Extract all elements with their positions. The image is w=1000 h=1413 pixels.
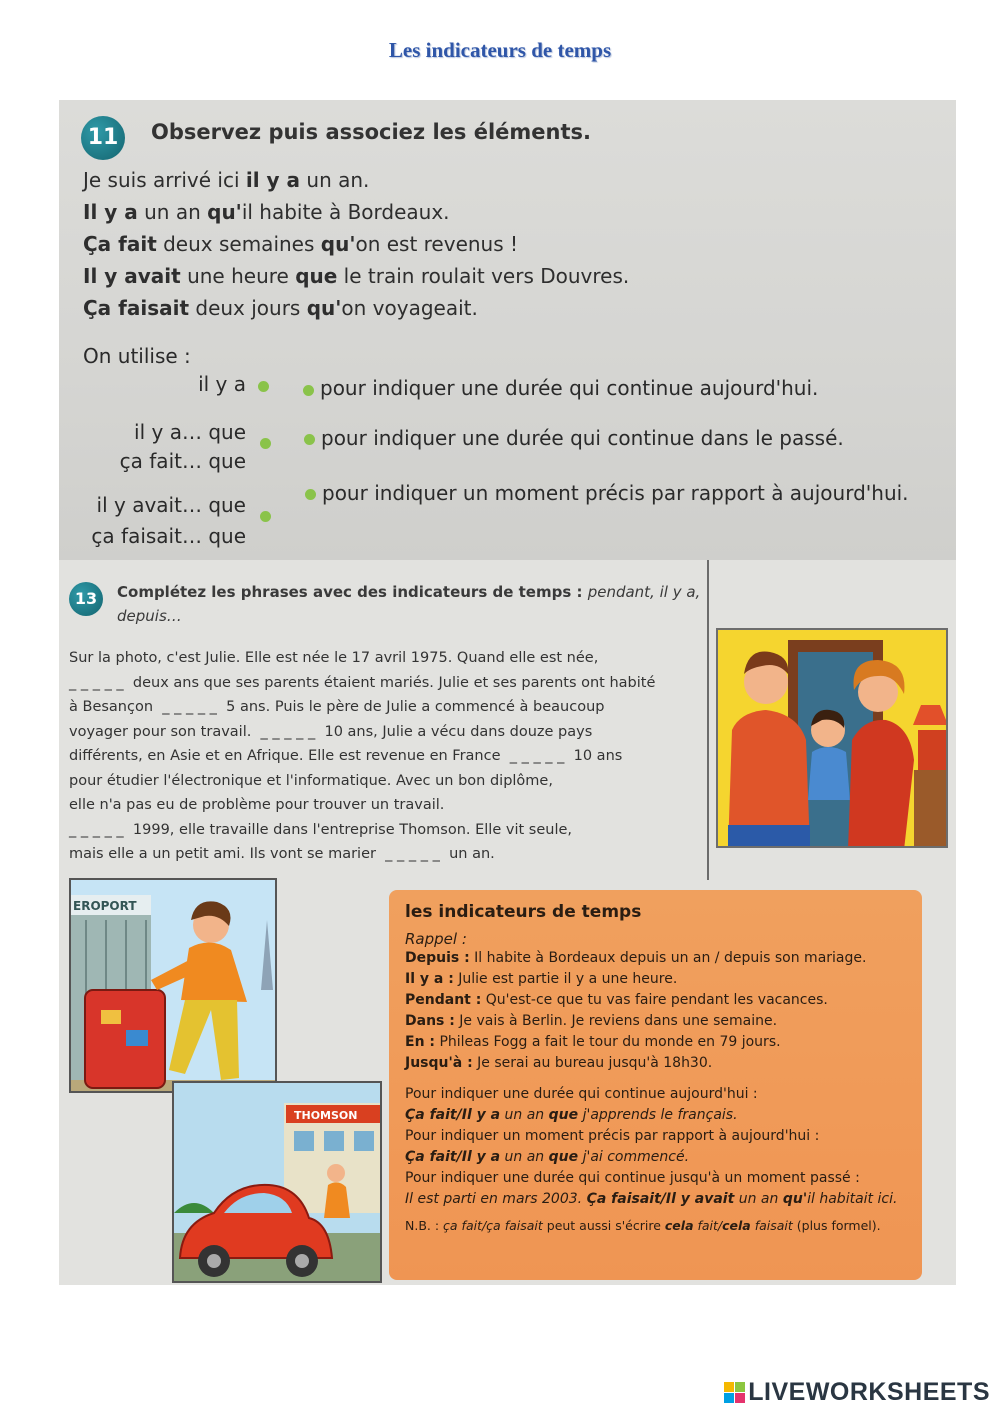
rappel-rule bbox=[405, 948, 906, 969]
rule-keyword: Pendant : bbox=[405, 992, 482, 1008]
exercise-number-badge: 13 bbox=[69, 582, 103, 616]
text-run: qu' bbox=[320, 232, 356, 256]
text-run: deux semaines bbox=[156, 232, 321, 256]
text-run: Il est parti en mars 2003. bbox=[405, 1191, 587, 1207]
column-divider bbox=[707, 560, 709, 880]
rappel-rules bbox=[405, 948, 906, 1074]
rule-keyword: Il y a : bbox=[405, 971, 454, 987]
text-run: Pour indiquer un moment précis par rapport à aujourd'hui : bbox=[405, 1128, 820, 1144]
text-run: une heure bbox=[180, 264, 296, 288]
exercise-11-panel bbox=[59, 100, 956, 560]
rappel-rule bbox=[405, 969, 906, 990]
rule-example: Il habite à Bordeaux depuis un an / depuis son mariage. bbox=[469, 950, 867, 966]
example-sentence bbox=[83, 296, 478, 320]
match-right-item: pour indiquer une durée qui continue aujourd'hui. bbox=[320, 376, 819, 400]
text-run: Pour indiquer une durée qui continue jusqu'à un moment passé : bbox=[405, 1170, 860, 1186]
text-run: N.B. : bbox=[405, 1218, 444, 1233]
paragraph-line: Sur la photo, c'est Julie. Elle est née le 17 avril 1975. Quand elle est née, bbox=[69, 650, 599, 666]
rappel-note bbox=[405, 1105, 906, 1126]
match-left-text: ça faisait… que bbox=[91, 524, 246, 548]
match-left-text: il y avait… que bbox=[96, 493, 246, 517]
rappel-title: les indicateurs de temps bbox=[405, 902, 642, 922]
text-run: Ça fait bbox=[83, 232, 157, 256]
example-sentence bbox=[83, 200, 450, 224]
text-run: ça fait/ça faisait bbox=[443, 1218, 543, 1233]
text-run: il habitait ici. bbox=[807, 1191, 898, 1207]
rappel-subtitle: Rappel : bbox=[405, 930, 467, 948]
paragraph-line: elle n'a pas eu de problème pour trouver un travail. bbox=[69, 797, 445, 813]
rappel-notes bbox=[405, 1084, 906, 1210]
match-left-dot[interactable] bbox=[260, 438, 271, 449]
text-run: Ça faisait bbox=[83, 296, 190, 320]
rule-example: Je vais à Berlin. Je reviens dans une semaine. bbox=[454, 1013, 778, 1029]
usage-label: On utilise : bbox=[83, 344, 191, 368]
airport-sign: EROPORT bbox=[73, 899, 137, 913]
text-run: faisait bbox=[750, 1218, 793, 1233]
rule-example: Julie est partie il y a une heure. bbox=[453, 971, 678, 987]
rappel-note bbox=[405, 1168, 906, 1189]
rule-keyword: En : bbox=[405, 1034, 436, 1050]
match-left-dot[interactable] bbox=[260, 511, 271, 522]
text-run: Pour indiquer une durée qui continue aujourd'hui : bbox=[405, 1086, 758, 1102]
rappel-rule bbox=[405, 1053, 906, 1074]
text-run: un an bbox=[137, 200, 208, 224]
text-run: on voyageait. bbox=[341, 296, 478, 320]
text-run: qu' bbox=[782, 1191, 808, 1207]
thomson-sign: THOMSON bbox=[294, 1109, 358, 1122]
example-sentence bbox=[83, 232, 518, 256]
example-sentence bbox=[83, 168, 369, 192]
text-run: peut aussi s'écrire bbox=[542, 1218, 665, 1233]
rule-keyword: Jusqu'à : bbox=[405, 1055, 473, 1071]
text-run: j'apprends le français. bbox=[578, 1107, 738, 1123]
text-run: que bbox=[295, 264, 338, 288]
rappel-rule bbox=[405, 1011, 906, 1032]
logo-text: LIVEWORKSHEETS bbox=[748, 1377, 990, 1406]
text-run: Ça fait/Il y a bbox=[405, 1149, 501, 1165]
exercise-heading: Observez puis associez les éléments. bbox=[151, 120, 591, 144]
car-illustration bbox=[172, 1081, 382, 1283]
rappel-box bbox=[389, 890, 922, 1280]
paragraph-line: différents, en Asie et en Afrique. Elle est revenue en France _ _ _ _ _ 10 ans bbox=[69, 748, 623, 764]
rappel-rule bbox=[405, 1032, 906, 1053]
match-left-dot[interactable] bbox=[258, 381, 269, 392]
text-run: cela bbox=[664, 1218, 694, 1233]
rappel-note bbox=[405, 1126, 906, 1147]
rappel-note bbox=[405, 1147, 906, 1168]
match-left-item bbox=[120, 418, 246, 476]
text-run: il y a bbox=[245, 168, 301, 192]
text-run: un an bbox=[500, 1149, 549, 1165]
text-run: j'ai commencé. bbox=[578, 1149, 690, 1165]
text-run: un an bbox=[500, 1107, 549, 1123]
text-run: que bbox=[548, 1107, 579, 1123]
text-run: cela bbox=[722, 1218, 751, 1233]
text-run: Ça faisait/Il y avait bbox=[586, 1191, 735, 1207]
instruction-words: pendant, il y a, depuis… bbox=[117, 583, 701, 625]
text-run: Il y a bbox=[83, 200, 138, 224]
rappel-note bbox=[405, 1189, 906, 1210]
match-right-dot[interactable] bbox=[304, 434, 315, 445]
paragraph-line: à Besançon _ _ _ _ _ 5 ans. Puis le père de Julie a commencé à beaucoup bbox=[69, 699, 605, 715]
rule-example: Phileas Fogg a fait le tour du monde en 79 jours. bbox=[435, 1034, 781, 1050]
text-run: un an bbox=[734, 1191, 783, 1207]
exercise-13-panel bbox=[59, 560, 956, 1285]
text-run: Ça fait/Il y a bbox=[405, 1107, 501, 1123]
example-sentence bbox=[83, 264, 629, 288]
match-right-item: pour indiquer une durée qui continue dans le passé. bbox=[321, 426, 844, 450]
text-run: qu' bbox=[306, 296, 342, 320]
match-right-dot[interactable] bbox=[303, 385, 314, 396]
match-left-item bbox=[91, 490, 246, 552]
match-left-text: il y a… que bbox=[134, 420, 246, 444]
text-run: on est revenus ! bbox=[355, 232, 519, 256]
text-run: que bbox=[548, 1149, 579, 1165]
match-left-text: il y a bbox=[198, 372, 246, 396]
text-run: un an. bbox=[300, 168, 370, 192]
instruction-text: Complétez les phrases avec des indicateurs de temps : bbox=[117, 583, 583, 601]
paragraph-line: _ _ _ _ _ deux ans que ses parents étaient mariés. Julie et ses parents ont habité bbox=[69, 674, 656, 691]
airport-illustration bbox=[69, 878, 277, 1093]
rule-example: Qu'est-ce que tu vas faire pendant les vacances. bbox=[481, 992, 828, 1008]
match-right-dot[interactable] bbox=[305, 489, 316, 500]
text-run: Je suis arrivé ici bbox=[83, 168, 246, 192]
paragraph-line: voyager pour son travail. _ _ _ _ _ 10 ans, Julie a vécu dans douze pays bbox=[69, 723, 593, 740]
rappel-rule bbox=[405, 990, 906, 1011]
liveworksheets-logo bbox=[724, 1377, 990, 1407]
match-left-text: ça fait… que bbox=[119, 449, 246, 473]
exercise-number-badge: 11 bbox=[81, 116, 125, 160]
match-left-item bbox=[198, 372, 246, 396]
exercise-instruction bbox=[117, 580, 717, 628]
text-run: (plus formel). bbox=[792, 1218, 881, 1233]
text-run: deux jours bbox=[189, 296, 307, 320]
rule-keyword: Dans : bbox=[405, 1013, 455, 1029]
rappel-note bbox=[405, 1084, 906, 1105]
text-run: il habite à Bordeaux. bbox=[241, 200, 450, 224]
paragraph-line: pour étudier l'électronique et l'informatique. Avec un bon diplôme, bbox=[69, 772, 553, 789]
match-right-item: pour indiquer un moment précis par rapport à aujourd'hui. bbox=[322, 481, 909, 505]
text-run: Il y avait bbox=[83, 264, 181, 288]
paragraph-line: mais elle a un petit ami. Ils vont se marier _ _ _ _ _ un an. bbox=[69, 846, 495, 862]
text-run: qu' bbox=[207, 200, 242, 224]
rule-example: Je serai au bureau jusqu'à 18h30. bbox=[472, 1055, 713, 1071]
family-illustration bbox=[716, 628, 948, 848]
logo-mark-icon bbox=[724, 1382, 745, 1403]
page-title: Les indicateurs de temps bbox=[388, 38, 612, 62]
rule-keyword: Depuis : bbox=[405, 950, 470, 966]
rappel-nb bbox=[405, 1218, 906, 1233]
exercise-paragraph bbox=[69, 646, 699, 867]
text-run: fait/ bbox=[693, 1218, 723, 1233]
text-run: le train roulait vers Douvres. bbox=[337, 264, 630, 288]
paragraph-line: _ _ _ _ _ 1999, elle travaille dans l'entreprise Thomson. Elle vit seule, bbox=[69, 821, 572, 838]
